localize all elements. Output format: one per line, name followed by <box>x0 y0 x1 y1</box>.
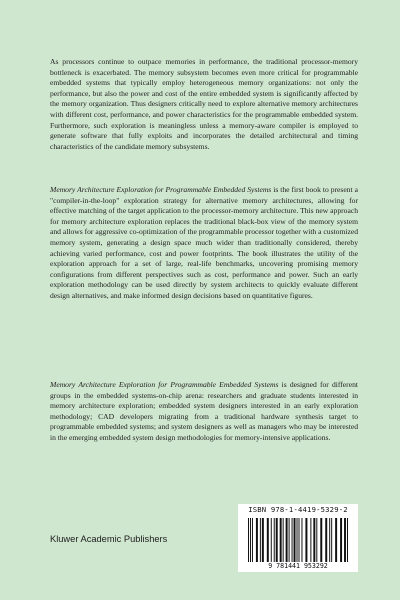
barcode-bar <box>345 518 346 562</box>
barcode-bar <box>274 518 275 562</box>
barcode-bar <box>252 518 253 562</box>
description-paragraph-3 <box>50 380 358 444</box>
barcode-bar <box>305 518 307 562</box>
barcode-bar <box>297 518 298 562</box>
book-title-italic: Memory Architecture Exploration for Programmable Embedded Systems <box>50 185 272 194</box>
barcode-bar <box>289 518 290 562</box>
barcode-bar <box>276 518 278 562</box>
barcode-bar <box>248 518 249 562</box>
barcode-bar <box>250 518 251 562</box>
barcode-bar <box>283 518 284 562</box>
barcode-bar <box>301 518 302 562</box>
isbn-label: ISBN 978-1-4419-5329-2 <box>248 505 348 514</box>
barcode-bar <box>260 518 261 562</box>
barcode-bar <box>340 518 342 562</box>
barcode-bar <box>310 518 311 562</box>
isbn-barcode-box <box>238 504 358 572</box>
barcode-bar <box>271 518 272 562</box>
description-paragraph-1 <box>50 57 358 152</box>
barcode-bar <box>299 518 300 562</box>
barcode-bar <box>313 518 315 562</box>
paragraph-1-text: As processors continue to outpace memories in performance, the traditional processor-memory bottleneck is exacerbated. The memory subsystem becomes even more critical for programmable embedded systems that typically employ heterogeneous memory organizations: not only the performance, but also the power and cost of the entire embedded system is significantly affected by the memory organization. Thus designers critically need to explore alternative memory architectures with different cost, performance, and power characteristics for the programmable embedded system. Furthermore, such exploration is meaningless unless a memory-aware compiler is employed to generate software that fully exploits and incorporates the detailed architectural and timing characteristics of the candidate memory subsystems. <box>50 57 358 151</box>
barcode-bar <box>344 518 345 562</box>
barcode-bar <box>256 518 258 562</box>
barcode-bar <box>331 518 332 562</box>
barcode-bar <box>294 518 296 562</box>
barcode-bar <box>316 518 317 562</box>
barcode-icon <box>246 518 350 562</box>
description-paragraph-2 <box>50 185 358 302</box>
barcode-bar <box>267 518 269 562</box>
barcode-bar <box>280 518 282 562</box>
barcode-bar <box>262 518 264 562</box>
barcode-bar <box>329 518 330 562</box>
barcode-bar <box>292 518 293 562</box>
barcode-bar <box>347 518 348 562</box>
publisher-name: Kluwer Academic Publishers <box>50 534 168 544</box>
barcode-bar <box>320 518 322 562</box>
barcode-bar <box>325 518 327 562</box>
paragraph-2-text: is the first book to present a "compiler-in-the-loop" exploration strategy for alternative memory architectures, allowing for effective matching of the target application to the processor-memory architecture. This new approach for memory architecture exploration replaces the traditional black-box view of the memory system and allows for aggressive co-optimization of the programmable processor together with a customized memory system, generating a design space much wider than traditionally considered, thereby achieving varied performance, cost and power footprints. The book illustrates the utility of the exploration approach for a set of large, real-life benchmarks, uncovering promising memory configurations from different perspectives such as cost, performance and power. Such an early exploration methodology can be used directly by system architects to quickly evaluate different design alternatives, and make informed design decisions based on quantitative figures. <box>50 185 358 300</box>
book-title-italic: Memory Architecture Exploration for Programmable Embedded Systems <box>50 380 279 389</box>
barcode-bar <box>286 518 288 562</box>
paragraph-3-text: is designed for different groups in the embedded systems-on-chip arena: researchers and graduate students interested in memory architecture exploration; embedded system designers interested in an early exploration methodology; CAD developers migrating from a traditional hardware synthesis target to programmable embedded systems; and system designers as well as managers who may be interested in the emerging embedded system design methodologies for memory-intensive applications. <box>50 380 358 442</box>
barcode-bar <box>335 518 337 562</box>
barcode-number: 9 781441 953292 <box>268 562 328 570</box>
